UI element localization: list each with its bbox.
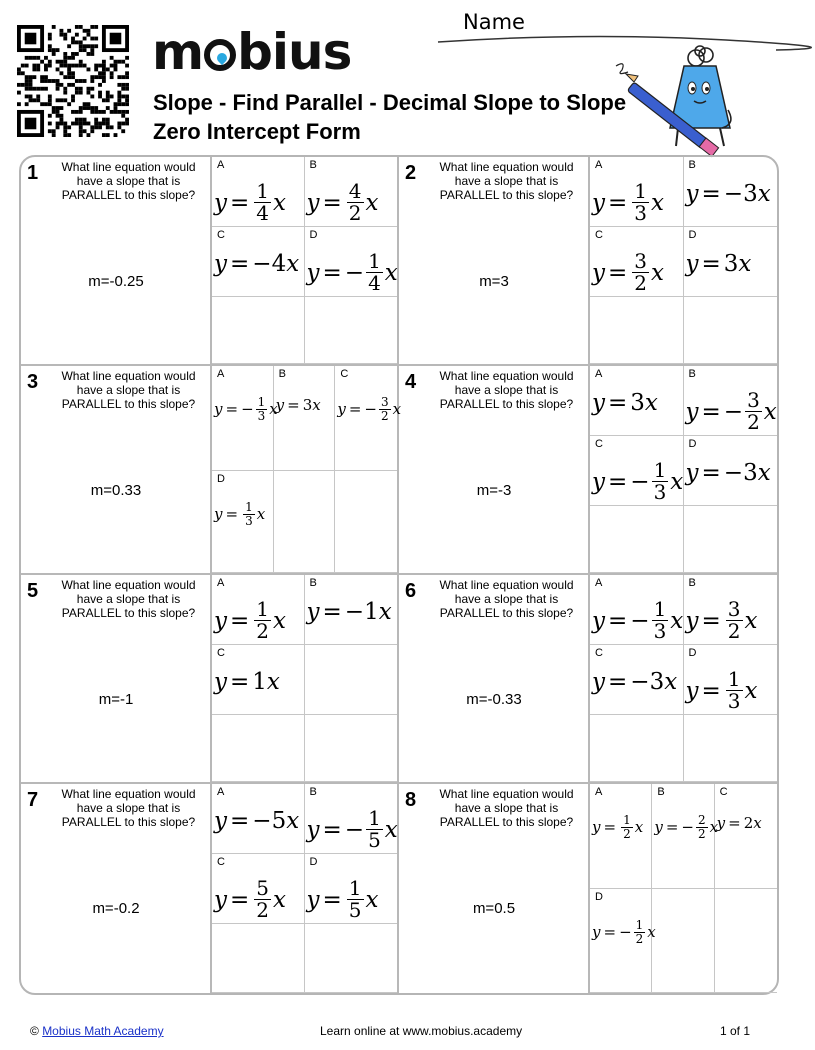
choice-label: D <box>688 229 697 241</box>
choice-b[interactable] <box>684 157 778 227</box>
equation: y = 2 x <box>716 814 762 832</box>
choice-label: A <box>595 786 603 798</box>
equation: y = − $\frac{3}{2}$ x <box>685 388 777 434</box>
empty-cell <box>305 645 398 715</box>
problem-number: 6 <box>405 580 417 602</box>
problem-number: 7 <box>27 789 39 811</box>
qr-code <box>17 25 129 137</box>
choice-label: D <box>309 856 318 868</box>
choice-label: A <box>595 577 603 589</box>
page-title: Slope - Find Parallel - Decimal Slope to Slope Zero Intercept Form <box>153 90 627 144</box>
equation: y = − 1 x <box>306 599 392 625</box>
choice-d[interactable] <box>212 471 274 573</box>
choice-label: A <box>217 577 225 589</box>
choice-d[interactable] <box>684 227 778 297</box>
problem-number: 1 <box>27 162 39 184</box>
equation: y = $\frac{1}{2}$ x <box>214 597 286 643</box>
question-text: What line equation would have a slope that is PARALLEL to this slope? <box>61 160 196 202</box>
equation: y = − $\frac{1}{3}$ x <box>592 458 684 504</box>
empty-cell <box>684 715 778 782</box>
choice-label: C <box>217 856 225 868</box>
choice-b[interactable] <box>684 575 778 645</box>
choice-a[interactable] <box>212 575 305 645</box>
answer-choices <box>588 784 777 993</box>
problem-5 <box>21 575 399 784</box>
given-slope: m=-3 <box>476 482 512 499</box>
choice-d[interactable] <box>305 227 398 297</box>
choice-label: B <box>688 159 696 171</box>
choice-d[interactable] <box>684 436 778 506</box>
choice-label: C <box>217 647 225 659</box>
problem-number: 3 <box>27 371 39 393</box>
choice-label: C <box>217 229 225 241</box>
problem-grid <box>19 155 779 995</box>
equation: y = − 4 x <box>214 251 300 277</box>
choice-a[interactable] <box>590 784 652 889</box>
choice-d[interactable] <box>684 645 778 715</box>
equation: y = $\frac{1}{3}$ x <box>685 667 758 713</box>
equation: y = $\frac{3}{2}$ x <box>592 249 664 295</box>
empty-cell <box>335 471 397 573</box>
choice-label: C <box>595 647 603 659</box>
question-text: What line equation would have a slope that is PARALLEL to this slope? <box>61 787 196 829</box>
given-slope: m=0.5 <box>472 900 516 917</box>
equation: y = $\frac{1}{5}$ x <box>306 876 379 922</box>
choice-label: A <box>595 159 603 171</box>
page-number: 1 of 1 <box>720 1024 751 1038</box>
answer-choices <box>210 366 402 573</box>
problem-number: 5 <box>27 580 39 602</box>
choice-c[interactable] <box>590 436 684 506</box>
choice-label: A <box>595 368 603 380</box>
logo-drop-icon <box>204 39 236 71</box>
equation: y = $\frac{3}{2}$ x <box>685 597 758 643</box>
equation: y = − $\frac{3}{2}$ x <box>337 395 402 423</box>
choice-c[interactable] <box>212 854 305 924</box>
choice-a[interactable] <box>212 366 278 471</box>
equation: y = − $\frac{1}{2}$ x <box>592 918 656 946</box>
given-slope: m=-1 <box>98 691 134 708</box>
choice-b[interactable] <box>684 366 778 436</box>
choice-label: B <box>657 786 665 798</box>
equation: y = $\frac{1}{3}$ x <box>214 500 266 528</box>
choice-label: D <box>217 473 225 485</box>
question-text: What line equation would have a slope that is PARALLEL to this slope? <box>439 787 574 829</box>
equation: y = 1 x <box>214 669 280 695</box>
given-slope: m=-0.33 <box>466 691 522 708</box>
question-text: What line equation would have a slope that is PARALLEL to this slope? <box>61 369 196 411</box>
problem-1 <box>21 157 399 366</box>
answer-choices <box>210 784 397 993</box>
answer-choices <box>588 157 777 364</box>
empty-cell <box>212 297 305 364</box>
empty-cell <box>715 889 777 993</box>
choice-label: C <box>595 229 603 241</box>
problem-number: 8 <box>405 789 417 811</box>
empty-cell <box>212 715 305 782</box>
equation: y = − 3 x <box>685 181 771 207</box>
choice-a[interactable] <box>212 784 305 854</box>
choice-c[interactable] <box>212 227 305 297</box>
given-slope: m=0.33 <box>90 482 142 499</box>
choice-c[interactable] <box>715 784 777 889</box>
equation: y = $\frac{1}{2}$ x <box>592 813 644 841</box>
equation: y = 3 x <box>275 396 321 414</box>
choice-b[interactable] <box>305 784 398 854</box>
choice-c[interactable] <box>335 366 402 471</box>
choice-label: D <box>309 229 318 241</box>
choice-a[interactable] <box>590 157 684 227</box>
empty-cell <box>590 715 684 782</box>
footer-center: Learn online at www.mobius.academy <box>320 1024 523 1038</box>
choice-label: B <box>309 159 317 171</box>
answer-choices <box>588 366 777 573</box>
name-label: Name <box>463 10 525 34</box>
mascot-illustration <box>612 46 742 156</box>
empty-cell <box>305 297 398 364</box>
problem-2 <box>399 157 777 366</box>
choice-label: D <box>688 647 697 659</box>
question-text: What line equation would have a slope that is PARALLEL to this slope? <box>439 160 574 202</box>
given-slope: m=-0.25 <box>88 273 144 290</box>
equation: y = − 3 x <box>592 669 678 695</box>
equation: y = − $\frac{1}{4}$ x <box>306 249 398 295</box>
problem-7 <box>21 784 399 993</box>
choice-d[interactable] <box>305 854 398 924</box>
equation: y = $\frac{5}{2}$ x <box>214 876 286 922</box>
choice-a[interactable] <box>590 366 684 436</box>
equation: y = − $\frac{1}{3}$ x <box>214 395 278 423</box>
choice-b[interactable] <box>305 157 398 227</box>
equation: y = $\frac{1}{3}$ x <box>592 179 664 225</box>
problem-6 <box>399 575 777 784</box>
choice-label: B <box>309 786 317 798</box>
given-slope: m=3 <box>479 273 509 290</box>
empty-cell <box>652 889 714 993</box>
problem-3 <box>21 366 402 575</box>
choice-label: B <box>309 577 317 589</box>
equation: y = 3 x <box>592 390 658 416</box>
choice-c[interactable] <box>590 645 684 715</box>
empty-cell <box>684 297 778 364</box>
choice-a[interactable] <box>212 157 305 227</box>
problem-number: 2 <box>405 162 417 184</box>
question-text: What line equation would have a slope that is PARALLEL to this slope? <box>439 369 574 411</box>
empty-cell <box>274 471 336 573</box>
choice-label: A <box>217 159 225 171</box>
question-text: What line equation would have a slope that is PARALLEL to this slope? <box>439 578 574 620</box>
choice-label: C <box>719 786 728 798</box>
problem-4 <box>399 366 777 575</box>
choice-c[interactable] <box>590 227 684 297</box>
choice-b[interactable] <box>274 366 336 471</box>
choice-label: A <box>217 786 225 798</box>
equation: y = − $\frac{1}{3}$ x <box>592 597 684 643</box>
empty-cell <box>305 924 398 993</box>
answer-choices <box>210 575 397 782</box>
choice-label: B <box>278 368 286 380</box>
problem-number: 4 <box>405 371 417 393</box>
given-slope: m=-0.2 <box>92 900 140 917</box>
academy-link[interactable]: Mobius Math Academy <box>42 1024 164 1038</box>
choice-label: A <box>217 368 225 380</box>
choice-b[interactable] <box>652 784 719 889</box>
mobius-logo: m bius <box>152 23 352 81</box>
equation: y = − $\frac{2}{2}$ x <box>654 813 719 841</box>
answer-choices <box>210 157 397 364</box>
choice-label: C <box>595 438 603 450</box>
choice-label: C <box>340 368 349 380</box>
footer-copyright: © Mobius Math Academy <box>30 1024 164 1038</box>
choice-c[interactable] <box>212 645 305 715</box>
choice-label: B <box>688 368 696 380</box>
empty-cell <box>684 506 778 573</box>
empty-cell <box>590 297 684 364</box>
choice-b[interactable] <box>305 575 398 645</box>
choice-label: B <box>688 577 696 589</box>
question-text: What line equation would have a slope that is PARALLEL to this slope? <box>61 578 196 620</box>
choice-label: D <box>688 438 697 450</box>
equation: y = − 5 x <box>214 808 300 834</box>
choice-label: D <box>595 891 603 903</box>
choice-a[interactable] <box>590 575 684 645</box>
equation: y = 3 x <box>685 251 752 277</box>
empty-cell <box>590 506 684 573</box>
empty-cell <box>305 715 398 782</box>
problem-8 <box>399 784 777 993</box>
equation: y = − 3 x <box>685 460 771 486</box>
answer-choices <box>588 575 777 782</box>
equation: y = − $\frac{1}{5}$ x <box>306 806 398 852</box>
empty-cell <box>212 924 305 993</box>
equation: y = $\frac{1}{4}$ x <box>214 179 286 225</box>
choice-d[interactable] <box>590 889 656 993</box>
equation: y = $\frac{4}{2}$ x <box>306 179 379 225</box>
